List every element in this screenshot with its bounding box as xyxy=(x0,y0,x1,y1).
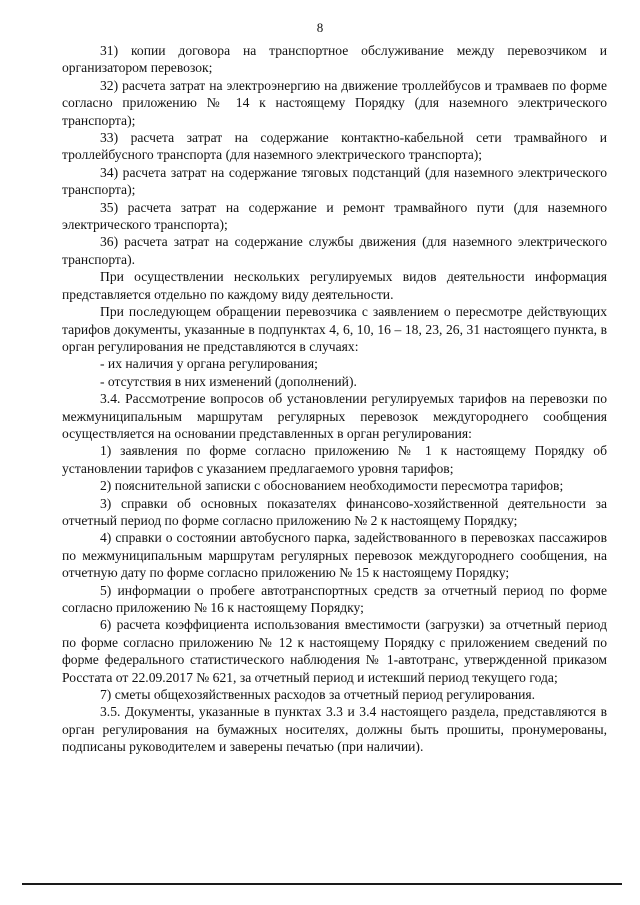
paragraph: 4) справки о состоянии автобусного парка, задействованного в перевозках пассажиров по межмуниципальным маршрутам регулярных перевозок междугороднего сообщения, на отчетную дату по форме согласно приложению № 15 к настоящему Порядку; xyxy=(62,530,607,581)
paragraph: 2) пояснительной записки с обоснованием необходимости пересмотра тарифов; xyxy=(100,478,564,494)
document-body xyxy=(62,42,607,756)
paragraph: 36) расчета затрат на содержание службы движения (для наземного электрического транспорта). xyxy=(62,234,607,267)
page-number: 8 xyxy=(316,20,324,35)
paragraph: 31) копии договора на транспортное обслуживание между перевозчиком и организатором перевозок; xyxy=(62,43,607,76)
bottom-divider xyxy=(22,883,622,885)
paragraph: 6) расчета коэффициента использования вместимости (загрузки) за отчетный период по форме согласно приложению № 12 к настоящему Порядку с приложением сведений по форме федерального статистического наблюдения № 1-автотранс, утвержденной приказом Росстата от 22.09.2017 № 621, за отчетный период и истекший период текущего года; xyxy=(62,617,607,685)
paragraph: 3.5. Документы, указанные в пунктах 3.3 и 3.4 настоящего раздела, представляются в орган регулирования на бумажных носителях, должны быть прошиты, пронумерованы, подписаны руководителем и заверены печатью (при наличии). xyxy=(62,704,607,755)
paragraph: - отсутствия в них изменений (дополнений). xyxy=(100,373,357,389)
paragraph: 3) справки об основных показателях финансово-хозяйственной деятельности за отчетный период по форме согласно приложению № 2 к настоящему Порядку; xyxy=(62,495,607,528)
paragraph: - их наличия у органа регулирования; xyxy=(100,356,318,372)
paragraph: При последующем обращении перевозчика с заявлением о пересмотре действующих тарифов документы, указанные в подпунктах 4, 6, 10, 16 – 18, 23, 26, 31 настоящего пункта, в орган регулирования не представляются в случаях: xyxy=(62,304,607,354)
paragraph: 34) расчета затрат на содержание тяговых подстанций (для наземного электрического транспорта); xyxy=(62,164,607,198)
paragraph: 5) информации о пробеге автотранспортных средств за отчетный период по форме согласно приложению № 16 к настоящему Порядку; xyxy=(62,582,607,615)
paragraph: 1) заявления по форме согласно приложению № 1 к настоящему Порядку об установлении тарифов с указанием предлагаемого уровня тарифов; xyxy=(62,443,607,476)
paragraph: 7) сметы общехозяйственных расходов за отчетный период регулирования. xyxy=(100,687,536,703)
paragraph: 33) расчета затрат на содержание контактно-кабельной сети трамвайного и троллейбусного транспорта (для наземного электрического транспорта); xyxy=(62,130,607,163)
paragraph: 32) расчета затрат на электроэнергию на движение троллейбусов и трамваев по форме согласно приложению № 14 к настоящему Порядку (для наземного электрического транспорта); xyxy=(62,77,607,128)
paragraph: При осуществлении нескольких регулируемых видов деятельности информация представляется отдельно по каждому виду деятельности. xyxy=(62,269,607,302)
paragraph: 3.4. Рассмотрение вопросов об установлении регулируемых тарифов на перевозки по межмуниципальным маршрутам регулярных перевозок междугороднего сообщения осуществляется на основании представленных в орган регулирования: xyxy=(62,391,607,441)
paragraph: 35) расчета затрат на содержание и ремонт трамвайного пути (для наземного электрического транспорта); xyxy=(62,199,607,233)
